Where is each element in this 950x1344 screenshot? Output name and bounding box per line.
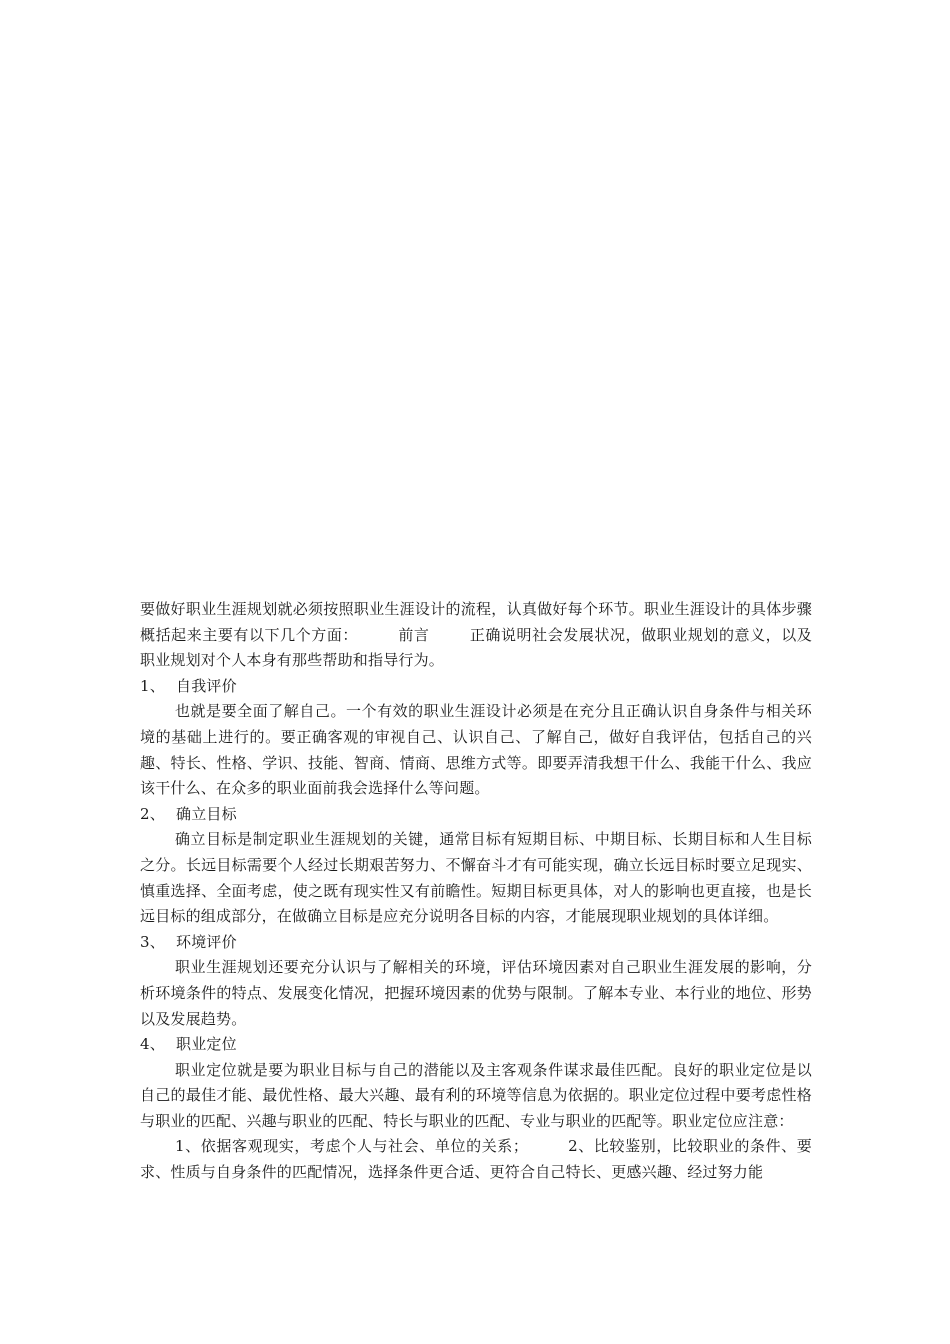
section-3-body: 职业生涯规划还要充分认识与了解相关的环境，评估环境因素对自己职业生涯发展的影响，分析环境条件的特点、发展变化情况，把握环境因素的优势与限制。了解本专业、本行业的地位、形势以及发展趋势。	[140, 958, 812, 1028]
section-1-title: 自我评价	[176, 676, 237, 695]
section-2-title: 确立目标	[176, 804, 237, 823]
section-1-number: 1、	[140, 676, 165, 695]
section-2-heading	[140, 802, 812, 828]
intro-text-part1: 要做好职业生涯规划就必须按照职业生涯设计的流程，认真做好每个环节。职业生涯设计的具体步骤概括起来主要有以下几个方面：	[140, 600, 812, 644]
section-3-number: 3、	[140, 932, 165, 951]
intro-text-part2: 正确说明社会发展状况，做职业规划的意义，以及职业规划对个人本身有那些帮助和指导行为。	[140, 625, 812, 670]
section-4-title: 职业定位	[176, 1035, 237, 1054]
intro-paragraph	[140, 597, 812, 674]
section-3-title: 环境评价	[176, 932, 237, 951]
section-4-number: 4、	[140, 1035, 165, 1054]
notes-paragraph	[140, 1134, 812, 1185]
section-4-body: 职业定位就是要为职业目标与自己的潜能以及主客观条件谋求最佳匹配。良好的职业定位是以自己的最佳才能、最优性格、最大兴趣、最有利的环境等信息为依据的。职业定位过程中要考虑性格与职业的匹配、兴趣与职业的匹配、特长与职业的匹配、专业与职业的匹配等。职业定位应注意：	[140, 1060, 812, 1130]
preface-label: 前言	[397, 625, 430, 644]
note-1: 1、依据客观现实，考虑个人与社会、单位的关系；	[175, 1137, 529, 1156]
section-4-heading	[140, 1032, 812, 1058]
section-2-number: 2、	[140, 804, 165, 823]
section-1-heading	[140, 674, 812, 700]
section-3-heading	[140, 930, 812, 956]
note-2: 2、比较鉴别，比较职业的条件、要求、性质与自身条件的匹配情况，选择条件更合适、更符合自己特长、更感兴趣、经过努力能	[140, 1137, 812, 1182]
section-2-body: 确立目标是制定职业生涯规划的关键，通常目标有短期目标、中期目标、长期目标和人生目标之分。长远目标需要个人经过长期艰苦努力、不懈奋斗才有可能实现，确立长远目标时要立足现实、慎重选择、全面考虑，使之既有现实性又有前瞻性。短期目标更具体，对人的影响也更直接，也是长远目标的组成部分，在做确立目标是应充分说明各目标的内容，才能展现职业规划的具体详细。	[140, 830, 812, 926]
section-1-body: 也就是要全面了解自己。一个有效的职业生涯设计必须是在充分且正确认识自身条件与相关环境的基础上进行的。要正确客观的审视自己、认识自己、了解自己，做好自我评估，包括自己的兴趣、特长、性格、学识、技能、智商、情商、思维方式等。即要弄清我想干什么、我能干什么、我应该干什么、在众多的职业面前我会选择什么等问题。	[140, 702, 812, 798]
document-page	[140, 597, 812, 1186]
